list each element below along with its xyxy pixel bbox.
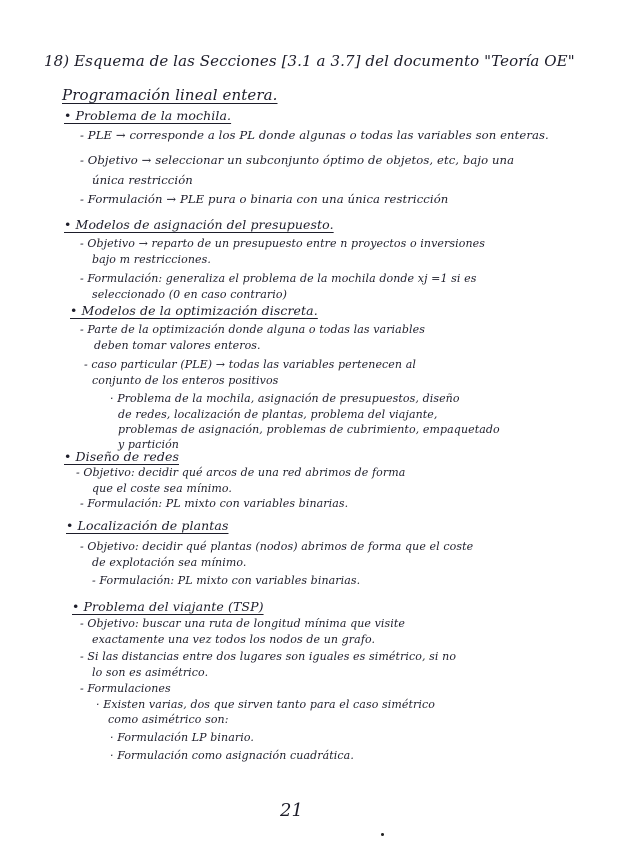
note-line: de redes, localización de plantas, problema del viajante, <box>118 408 438 421</box>
note-line: seleccionado (0 en caso contrario) <box>92 288 288 301</box>
note-line: - caso particular (PLE) → todas las variables pertenecen al <box>84 358 416 371</box>
note-line: · Formulación LP binario. <box>110 731 254 744</box>
topic-localizacion: • Localización de plantas <box>66 518 229 533</box>
note-line: - Formulación → PLE pura o binaria con una única restricción <box>80 192 449 206</box>
note-line: - Formulación: PL mixto con variables binarias. <box>92 574 361 587</box>
note-line: · Formulación como asignación cuadrática. <box>110 749 354 762</box>
note-line: única restricción <box>92 173 193 187</box>
topic-optimizacion-discreta: • Modelos de la optimización discreta. <box>70 303 318 318</box>
topic-diseno-redes: • Diseño de redes <box>64 449 179 464</box>
note-line: - Formulación: PL mixto con variables binarias. <box>80 497 349 510</box>
note-line: - Formulación: generaliza el problema de la mochila donde xj =1 si es <box>80 272 477 285</box>
note-line: conjunto de los enteros positivos <box>92 374 279 387</box>
note-line: exactamente una vez todos los nodos de un grafo. <box>92 633 376 646</box>
note-line: - Formulaciones <box>80 682 171 695</box>
topic-presupuesto: • Modelos de asignación del presupuesto. <box>64 217 334 232</box>
note-line: lo son es asimétrico. <box>92 666 209 679</box>
topic-viajante: • Problema del viajante (TSP) <box>72 599 264 614</box>
note-line: - Objetivo: decidir qué arcos de una red abrimos de forma <box>76 466 406 479</box>
note-line: - Objetivo: decidir qué plantas (nodos) abrimos de forma que el coste <box>80 540 474 553</box>
note-line: y partición <box>118 438 179 451</box>
topic-mochila: • Problema de la mochila. <box>64 108 232 123</box>
note-line: deben tomar valores enteros. <box>94 339 261 352</box>
note-line: · Existen varias, dos que sirven tanto para el caso simétrico <box>96 698 436 711</box>
note-line: - Objetivo → reparto de un presupuesto entre n proyectos o inversiones <box>80 237 485 250</box>
note-line: - Si las distancias entre dos lugares son iguales es simétrico, si no <box>80 650 457 663</box>
ink-dot <box>381 833 384 836</box>
page-heading: 18) Esquema de las Secciones [3.1 a 3.7] del documento "Teoría OE" <box>44 52 575 70</box>
note-line: como asimétrico son: <box>108 713 229 726</box>
page-number: 21 <box>280 800 303 821</box>
note-line: problemas de asignación, problemas de cubrimiento, empaquetado <box>118 423 500 436</box>
section-title: Programación lineal entera. <box>62 86 278 104</box>
note-line: - Objetivo → seleccionar un subconjunto óptimo de objetos, etc, bajo una <box>80 153 515 167</box>
note-line: que el coste sea mínimo. <box>92 482 233 495</box>
note-line: bajo m restricciones. <box>92 253 211 266</box>
note-line: de explotación sea mínimo. <box>92 556 247 569</box>
note-line: · Problema de la mochila, asignación de presupuestos, diseño <box>110 392 460 405</box>
note-line: - PLE → corresponde a los PL donde algunas o todas las variables son enteras. <box>80 128 549 142</box>
note-line: - Objetivo: buscar una ruta de longitud mínima que visite <box>80 617 406 630</box>
note-line: - Parte de la optimización donde alguna o todas las variables <box>80 323 425 336</box>
